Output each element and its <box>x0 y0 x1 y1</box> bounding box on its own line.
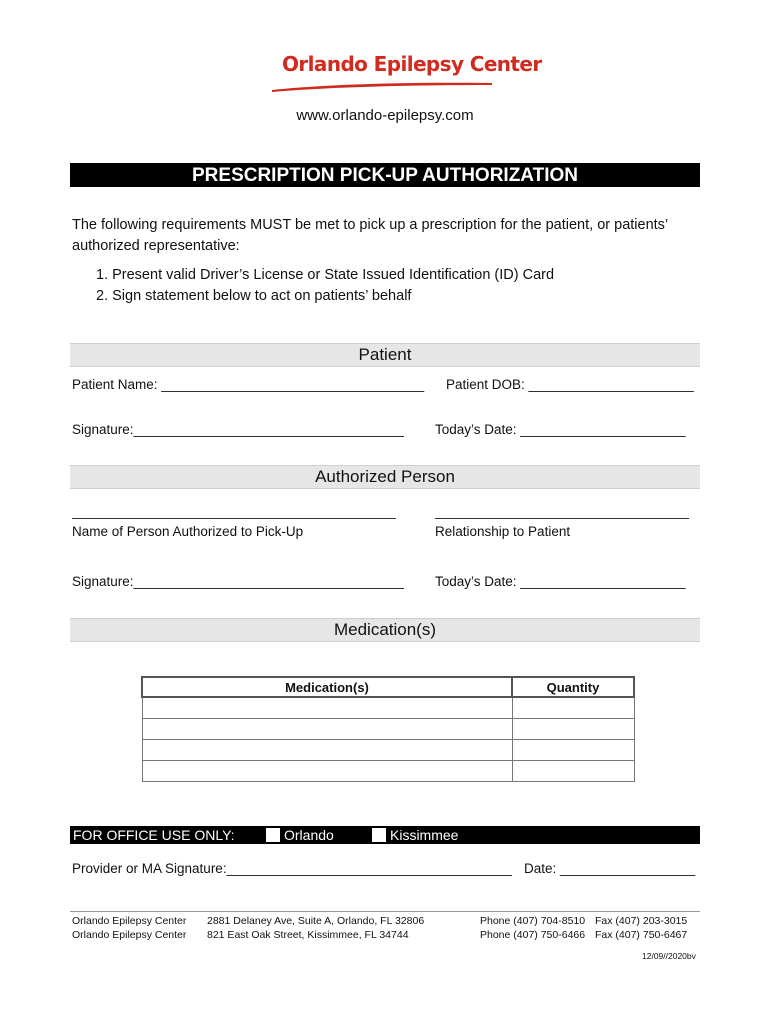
logo <box>270 48 542 98</box>
medication-table <box>141 676 635 782</box>
footer-name: Orlando Epilepsy Center <box>72 928 187 941</box>
orlando-checkbox-label: Orlando <box>284 827 334 843</box>
page-title: PRESCRIPTION PICK-UP AUTHORIZATION <box>70 163 700 187</box>
kissimmee-checkbox-label: Kissimmee <box>390 827 459 843</box>
version-stamp: 12/09//2020bv <box>642 951 696 961</box>
logo-swoosh-icon <box>270 78 500 94</box>
requirements-list <box>96 265 554 307</box>
relationship-line[interactable] <box>435 518 689 519</box>
quantity-cell[interactable] <box>512 719 634 740</box>
section-heading-medications: Medication(s) <box>70 618 700 642</box>
provider-signature-field[interactable]: Provider or MA Signature:______________________________________ <box>72 861 512 876</box>
footer-fax: Fax (407) 750-6467 <box>595 928 688 941</box>
section-heading-patient: Patient <box>70 343 700 367</box>
office-use-label: FOR OFFICE USE ONLY: <box>73 827 235 843</box>
authorized-signature-field[interactable]: Signature:____________________________________ <box>72 574 404 589</box>
patient-signature-field[interactable]: Signature:____________________________________ <box>72 422 404 437</box>
medication-cell[interactable] <box>142 697 512 719</box>
patient-dob-field[interactable]: Patient DOB: ______________________ <box>446 377 694 392</box>
intro-text: The following requirements MUST be met to pick up a prescription for the patient, or patients’ authorized representative: <box>72 217 668 254</box>
medication-cell[interactable] <box>142 761 512 782</box>
quantity-cell[interactable] <box>512 761 634 782</box>
quantity-cell[interactable] <box>512 740 634 761</box>
footer-name: Orlando Epilepsy Center <box>72 915 187 927</box>
quantity-cell[interactable] <box>512 697 634 719</box>
medication-cell[interactable] <box>142 740 512 761</box>
footer-address: 821 East Oak Street, Kissimmee, FL 34744 <box>207 928 409 941</box>
footer-address: 2881 Delaney Ave, Suite A, Orlando, FL 32806 <box>207 915 425 927</box>
authorized-name-line[interactable] <box>72 518 396 519</box>
table-header-row <box>142 677 634 697</box>
website-url: www.orlando-epilepsy.com <box>296 107 474 124</box>
footer-addresses <box>207 915 424 942</box>
table-row <box>142 719 634 740</box>
footer-faxes <box>595 915 687 942</box>
footer-phones <box>480 915 585 942</box>
authorized-date-field[interactable]: Today’s Date: ______________________ <box>435 574 686 589</box>
medication-cell[interactable] <box>142 719 512 740</box>
table-row <box>142 740 634 761</box>
office-use-bar <box>70 826 700 844</box>
table-row <box>142 761 634 782</box>
provider-date-field[interactable]: Date: __________________ <box>524 861 696 876</box>
requirement-item: 2. Sign statement below to act on patients’ behalf <box>96 288 412 304</box>
footer-names <box>72 915 186 942</box>
footer-phone: Phone (407) 704-8510 <box>480 915 586 927</box>
table-row <box>142 697 634 719</box>
footer-phone: Phone (407) 750-6466 <box>480 928 586 941</box>
patient-name-field[interactable]: Patient Name: ___________________________________ <box>72 377 425 392</box>
section-heading-authorized: Authorized Person <box>70 465 700 489</box>
kissimmee-checkbox[interactable] <box>372 828 386 842</box>
orlando-checkbox[interactable] <box>266 828 280 842</box>
requirement-item: 1. Present valid Driver’s License or State Issued Identification (ID) Card <box>96 267 555 283</box>
footer-divider <box>70 911 700 912</box>
relationship-caption: Relationship to Patient <box>435 524 571 539</box>
column-header-medication: Medication(s) <box>142 677 512 697</box>
logo-text: Orlando Epilepsy Center <box>282 52 542 76</box>
patient-date-field[interactable]: Today’s Date: ______________________ <box>435 422 686 437</box>
column-header-quantity: Quantity <box>512 677 634 697</box>
footer-fax: Fax (407) 203-3015 <box>595 915 688 927</box>
authorized-name-caption: Name of Person Authorized to Pick-Up <box>72 524 304 539</box>
